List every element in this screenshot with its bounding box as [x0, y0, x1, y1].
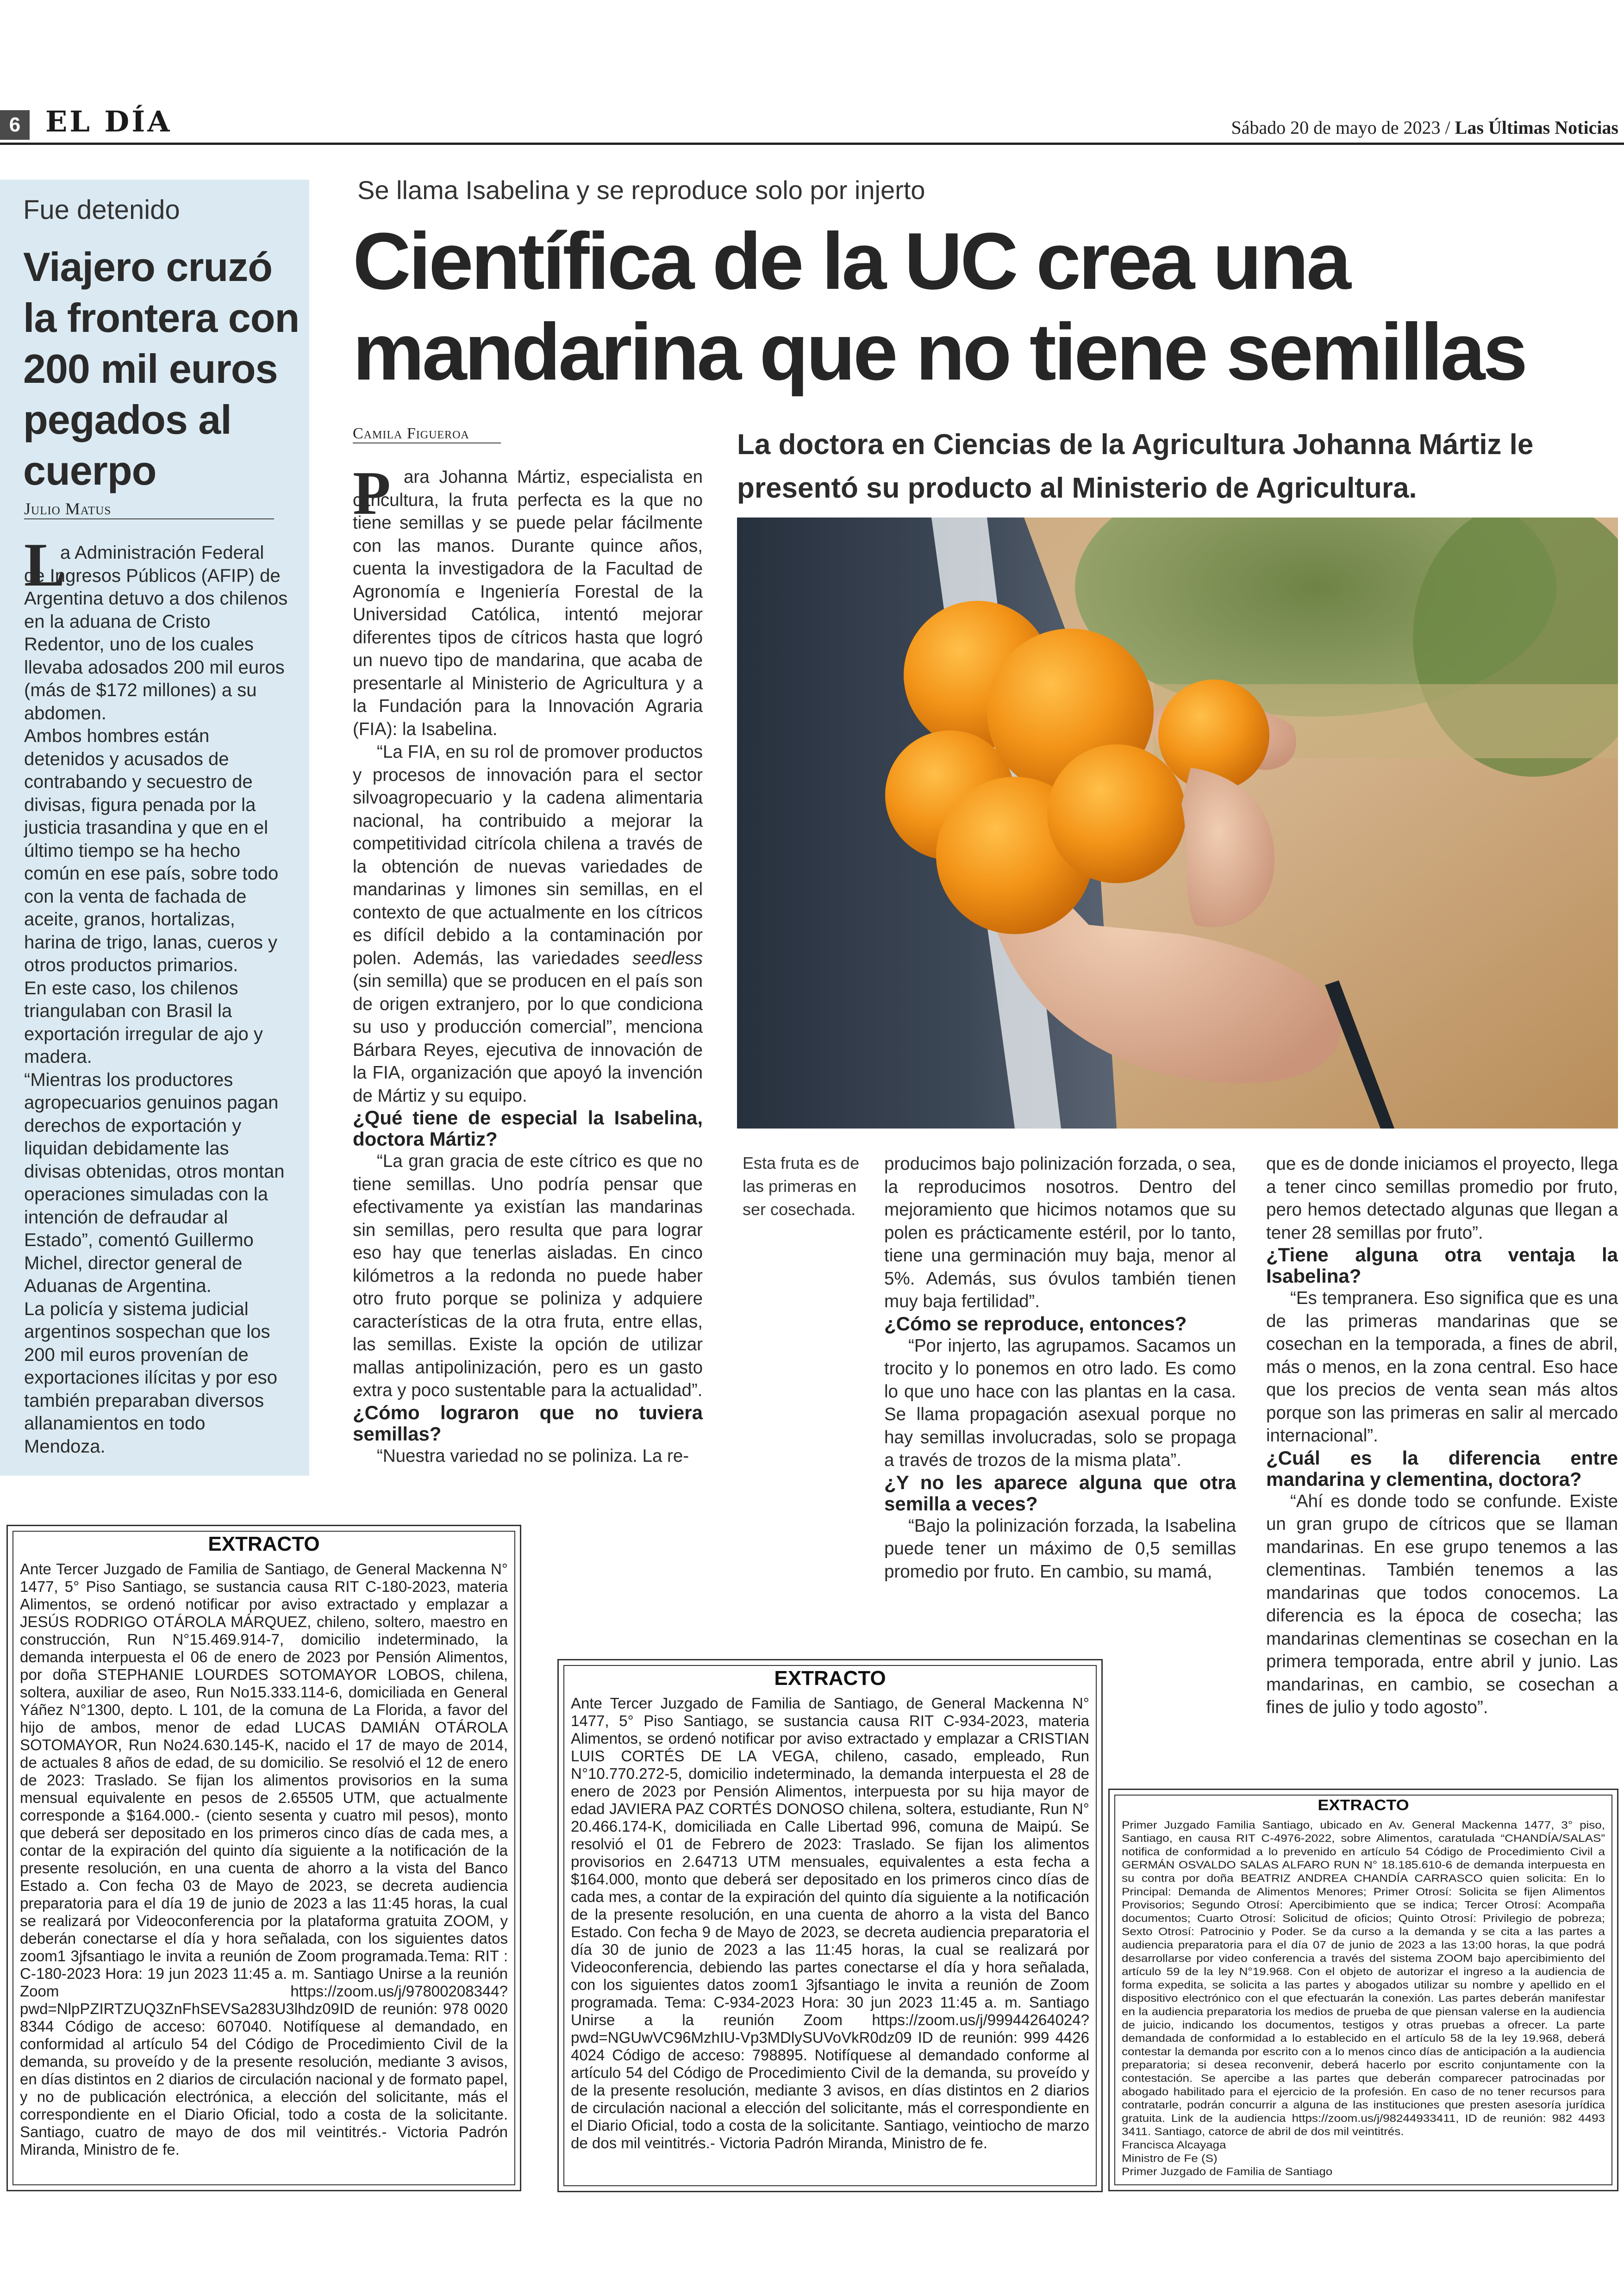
- interview-question: ¿Tiene alguna otra ventaja la Isabelina?: [1266, 1244, 1618, 1287]
- article-headline: Científica de la UC crea una mandarina que no tiene semillas: [353, 216, 1526, 397]
- sidebar-paragraph: La policía y sistema judicial argentinos sospechan que los 200 mil euros provenían de exportaciones ilícitas y por eso también preparaban diversos allanamientos en todo Mendoza.: [24, 1298, 277, 1457]
- legal-notice-text: Ante Tercer Juzgado de Familia de Santiago, de General Mackenna N° 1477, 5° Piso Santiago, se sustancia causa RIT C-180-2023, materia Alimentos, se ordenó notificar por aviso extractado y emplazar a JESÚS RODRIGO OTÁROLA MÁRQUEZ, chileno, soltero, maestro en construcción, Run N°15.469.914-7, domicilio indeterminado, la demanda interpuesta el 06 de enero de 2023 por Pensión Alimentos, por doña STEPHANIE LOURDES SOTOMAYOR LOBOS, chilena, soltera, auxiliar de aseo, Run No15.333.114-6, domiciliada en General Yáñez N°1300, depto. L 101, de la comuna de La Florida, a favor del hijo de ambos, menor de edad LUCAS DAMIÁN OTÁROLA SOTOMAYOR, Run No24.630.145-K, nacido el 17 de mayo de 2014, de actuales 8 años de edad, de su domicilio. Se resolvió el 12 de enero de 2023: Traslado. Se fijan los alimentos provisorios en la suma mensual equivalente en pesos de 2.65505 UTM, que actualmente corresponde a $164.000.- (ciento sesenta y cuatro mil pesos), monto que deberá ser depositado en los primeros cinco días de cada mes, a contar de la expiración del quinto día siguiente a la notificación de la presente resolución, en una cuenta de ahorro a la vista del Banco Estado a. Con fecha 03 de Mayo de 2023, se decreta audiencia preparatoria para el día 19 de junio de 2023 a las 11:45 horas, la cual se realizará por Videoconferencia por la plataforma gratuita ZOOM, y deberán conectarse el día y hora señalada, con los siguientes datos zoom1 3jfsantiago le invita a reunión de Zoom programada.Tema: RIT : C-180-2023 Hora: 19 jun 2023 11:45 a. m. Santiago Unirse a la reunión Zoom https://zoom.us/j/97800208344?pwd=NlpPZIRTZUQ3ZnFhSEVSa283U3lhdz09ID de reunión: 978 0020 8344 Código de acceso: 607040. Notifíquese al demandado, en conformidad al artículo 54 del Código de Procedimiento Civil de la demanda, su proveído y de la presente resolución, mediante 3 avisos, en días distintos en 2 diarios de circulación nacional y de formato papel, y no de publicación electrónica, a elección del solicitante, más el correspondiente en el Diario Oficial, todo a costa de la solicitante. Santiago, cuatro de mayo de dos mil veintitrés.- Victoria Padrón Miranda, Ministro de fe.: [20, 1560, 508, 2158]
- legal-notice-1: [6, 1525, 521, 2191]
- interview-question: ¿Cuál es la diferencia entre mandarina y clementina, doctora?: [1266, 1447, 1618, 1490]
- article-paragraph: “Bajo la polinización forzada, la Isabelina puede tener un máximo de 0,5 semillas promedio por fruto. En cambio, su mamá,: [884, 1515, 1236, 1582]
- interview-question: ¿Y no les aparece alguna que otra semilla a veces?: [884, 1471, 1236, 1515]
- sidebar-byline: Julio Matus: [24, 499, 112, 518]
- article-byline: Camila Figueroa: [353, 425, 469, 442]
- interview-question: ¿Cómo se reproduce, entonces?: [884, 1312, 1187, 1335]
- legal-notice-2: [557, 1659, 1103, 2192]
- sidebar-kicker: Fue detenido: [23, 195, 180, 225]
- article-column-1: [353, 466, 703, 1467]
- legal-notice-signature: Francisca Alcayaga Ministro de Fe (S) Primer Juzgado de Familia de Santiago: [1122, 2138, 1333, 2178]
- article-dropcap: P: [353, 459, 391, 527]
- legal-notice-text: Ante Tercer Juzgado de Familia de Santiago, de General Mackenna N° 1477, 5° Piso Santiago, se sustancia causa RIT C-934-2023, materia Alimentos, se ordenó notificar por aviso extractado y emplazar a CRISTIAN LUIS CORTÉS DE LA VEGA, chileno, casado, empleado, Run N°10.770.272-5, domicilio indeterminado, la demanda interpuesta el 28 de enero de 2023 por Pensión Alimentos, interpuesta por su hija mayor de edad JAVIERA PAZ CORTÉS DONOSO chilena, soltera, estudiante, Run N° 20.466.174-K, domiciliada en Calle Libertad 996, comuna de Maipú. Se resolvió el 01 de Febrero de 2023: Traslado. Se fijan los alimentos provisorios en 2.64713 UTM mensuales, equivalentes a esta fecha a $164.000, monto que deberá ser depositado en los primeros cinco días de cada mes, a contar de la expiración del quinto día siguiente a la notificación de la presente resolución, en una cuenta de ahorro a la vista del Banco Estado. Con fecha 9 de Mayo de 2023, se decreta audiencia preparatoria el día 30 de junio de 2023 a las 11:45 horas, la cual se realizará por Videoconferencia, debiendo las partes conectarse el día y hora señalada, con los siguientes datos zoom1 3jfsantiago le invita a reunión de Zoom programada. Tema: C-934-2023 Hora: 30 jun 2023 11:45 a. m. Santiago Unirse a la reunión Zoom https://zoom.us/j/99944264024?pwd=NGUwVC96MzhIU-Vp3MDlySUVoVkR0dz09 ID de reunión: 999 4426 4024 Código de acceso: 798895. Notifíquese al demandado conforme al artículo 54 del Código de Procedimiento Civil de la demanda, su proveído y de la presente resolución, mediante 3 avisos, en días distintos en 2 diarios de circulación nacional a elección del solicitante, más el correspondiente en el Diario Oficial, todo a costa de la solicitante. Santiago, veintiocho de marzo de dos mil veintitrés.- Victoria Padrón Miranda, Ministro de fe.: [571, 1695, 1089, 2152]
- article-paragraph: “Es tempranera. Eso significa que es una de las primeras mandarinas que se cosechan en la temporada, a fines de abril, más o menos, en la zona central. Eso hace que los precios de venta sean más altos porque son las primeras en salir al mercado internacional”.: [1266, 1288, 1618, 1446]
- interview-question: ¿Qué tiene de especial la Isabelina, doctora Mártiz?: [353, 1107, 703, 1150]
- article-paragraph: “Por injerto, las agrupamos. Sacamos un trocito y lo ponemos en otro lado. Es como lo que uno hace con las plantas en la casa. Se llama propagación asexual porque no hay semillas involucradas, solo se propaga a través de trozos de la misma plata”.: [884, 1335, 1236, 1470]
- article-paragraph: ara Johanna Mártiz, especialista en citricultura, la fruta perfecta es la que no tiene semillas y se puede pelar fácilmente con las manos. Durante quince años, cuenta la investigadora de la Facultad de Agronomía e Ingeniería Forestal de la Universidad Católica, intentó mejorar diferentes tipos de cítricos hasta que logró un nuevo tipo de mandarina, que acaba de presentarle al Ministerio de Agricultura y a la Fundación para la Innovación Agraria (FIA): la Isabelina.: [353, 467, 703, 739]
- mandarin-photo: [737, 518, 1618, 1129]
- publication-name: Las Últimas Noticias: [1455, 117, 1618, 138]
- article-paragraph: “La gran gracia de este cítrico es que no tiene semillas. Uno podría pensar que efectivamente ya existían las mandarinas sin semillas, pero resulta que para lograr eso hay que tenerlas aisladas. En cinco kilómetros a la redonda no puede haber otro fruto porque se poliniza y adquiere características de la otra fruta, entre ellas, las semillas. Existe la opción de utilizar mallas antipolinización, pero es un gasto extra y poco sustentable para la actualidad”.: [353, 1151, 703, 1400]
- legal-notice-title: EXTRACTO: [208, 1533, 320, 1555]
- article-paragraph: que es de donde iniciamos el proyecto, llega a tener cinco semillas promedio por fruto, pero hemos detectado algunas que llegan a tener 28 semillas por fruto”.: [1266, 1154, 1618, 1243]
- legal-notice-3: [1108, 1789, 1618, 2191]
- header-rule: [0, 143, 1624, 145]
- sidebar-body: [24, 542, 288, 1458]
- article-paragraph: producimos bajo polinización forzada, o sea, la reproducimos nosotros. Dentro del mejoramiento que hicimos notamos que su polen es prácticamente estéril, por lo tanto, tiene una germinación muy baja, menor al 5%. Además, sus óvulos también tienen muy baja fertilidad”.: [884, 1154, 1236, 1311]
- legal-notice-title: EXTRACTO: [774, 1667, 886, 1690]
- sidebar-byline-rule: [24, 518, 274, 519]
- legal-notice-title: EXTRACTO: [1318, 1796, 1409, 1814]
- page-number: 6: [0, 110, 30, 140]
- sidebar-paragraph: a Administración Federal de Ingresos Públicos (AFIP) de Argentina detuvo a dos chilenos en la aduana de Cristo Redentor, uno de los cuales llevaba adosados 200 mil euros (más de $172 millones) a su abdomen.: [24, 543, 288, 723]
- interview-question: ¿Cómo lograron que no tuviera semillas?: [353, 1401, 703, 1445]
- dateline-separator: /: [1445, 117, 1450, 138]
- sidebar-paragraph: En este caso, los chilenos triangulaban con Brasil la exportación irregular de ajo y madera.: [24, 978, 263, 1067]
- sidebar-dropcap: L: [24, 530, 66, 599]
- emphasis-seedless: seedless: [632, 948, 703, 968]
- article-column-3: [884, 1153, 1236, 1583]
- article-deck: La doctora en Ciencias de la Agricultura Johanna Mártiz le presentó su producto al Ministerio de Agricultura.: [737, 429, 1534, 504]
- photo-caption: Esta fruta es de las primeras en ser cosechada.: [743, 1154, 860, 1219]
- article-paragraph: “La FIA, en su rol de promover productos y procesos de innovación para el sector silvoagropecuario y la cadena alimentaria nacional, ha contribuido a mejorar la competitividad citrícola chilena a través de la obtención de nuevas variedades de mandarinas y limones sin semillas, en el contexto de que actualmente en los cítricos es difícil debido a la contaminación por polen. Además, las variedades seedless (sin semilla) que se producen en el país son de origen extranjero, por lo que condiciona su uso y producción comercial”, menciona Bárbara Reyes, ejecutiva de innovación de la FIA, organización que apoyó la invención de Mártiz y su equipo.: [353, 742, 703, 1106]
- sidebar-paragraph: “Mientras los productores agropecuarios genuinos pagan derechos de exportación y liquidan debidamente las divisas obtenidas, otros montan operaciones simuladas con la intención de defraudar al Estado”, comentó Guillermo Michel, director general de Aduanas de Argentina.: [24, 1069, 285, 1296]
- legal-notice-text: Primer Juzgado Familia Santiago, ubicado en Av. General Mackenna 1477, 3° piso, Santiago, en causa RIT C-4976-2022, sobre Alimentos, caratulada “CHANDÍA/SALAS” notifica de conformidad a lo prevenido en artículo 54 Código de Procedimiento Civil a GERMÁN OSVALDO SALAS ALFARO RUN N° 18.185.610-6 de demanda interpuesta en su contra por doña BEATRIZ ANDREA CHANDÍA CARRASCO quien solicita: En lo Principal: Demanda de Alimentos Menores; Primer Otrosí: Solicita se fijen Alimentos Provisorios; Segundo Otrosí: Apercibimiento que se indica; Tercer Otrosí: Acompaña documentos; Cuarto Otrosí: Solicitud de oficios; Quinto Otrosí: Privilegio de pobreza; Sexto Otrosí: Patrocinio y Poder. Se da curso a la demanda y se cita a las partes a audiencia preparatoria para el día 07 de junio de 2023 a las 13:00 horas, la que podrá desarrollarse por video conferencia a través del sistema ZOOM bajo apercibimiento del artículo 59 de la ley N°19.968. Con el objeto de autorizar el ingreso a la audiencia de forma expedita, se solicita a las partes y abogados utilizar su nombre y apellido en el dispositivo electrónico con el que efectuarán la conexión. Las partes deberán manifestar en la audiencia preparatoria los medios de prueba de que piensan valerse en la audiencia de juicio, indicando los documentos, testigos y otras pruebas a ofrecer. La parte demandada de conformidad a lo establecido en el artículo 58 de la ley 19.968, deberá contestar la demanda por escrito con a lo menos cinco días de anticipación a la audiencia preparatoria; si desea reconvenir, deberá hacerlo por escrito conjuntamente con la contestación. Se apercibe a las partes que deberán comparecer patrocinadas por abogado habilitado para el ejercicio de la profesión. En caso de no tener recursos para contratarle, podrán concurrir a alguna de las instituciones que presten asesoría jurídica gratuita. Link de la audiencia https://zoom.us/j/98244933411, ID de reunión: 982 4493 3411. Santiago, catorce de abril de dos mil veintitrés.: [1122, 1818, 1605, 2138]
- sidebar-paragraph: Ambos hombres están detenidos y acusados de contrabando y secuestro de divisas, figura penada por la justicia trasandina y que en el último tiempo se ha hecho común en ese país, sobre todo con la venta de fachada de aceite, granos, hortalizas, harina de trigo, lanas, cueros y otros productos primarios.: [24, 726, 279, 975]
- article-kicker: Se llama Isabelina y se reproduce solo por injerto: [357, 175, 925, 205]
- section-title: EL DÍA: [45, 105, 172, 138]
- article-paragraph: “Nuestra variedad no se poliniza. La re-: [377, 1446, 689, 1466]
- article-paragraph: “Ahí es donde todo se confunde. Existe un gran grupo de cítricos que se llaman mandarinas. En ese grupo tenemos a las clementinas. También tenemos a las mandarinas que todos conocemos. La diferencia es la época de cosecha; las mandarinas clementinas se cosechan en la primera temporada, entre abril y junio. Las mandarinas, en cambio, se cosechan a fines de julio y todo agosto”.: [1266, 1491, 1618, 1717]
- issue-dateline: [1231, 117, 1618, 138]
- sidebar-headline: Viajero cruzó la frontera con 200 mil euros pegados al cuerpo: [23, 244, 300, 493]
- issue-date: Sábado 20 de mayo de 2023: [1231, 117, 1441, 138]
- article-column-4: [1266, 1153, 1618, 1719]
